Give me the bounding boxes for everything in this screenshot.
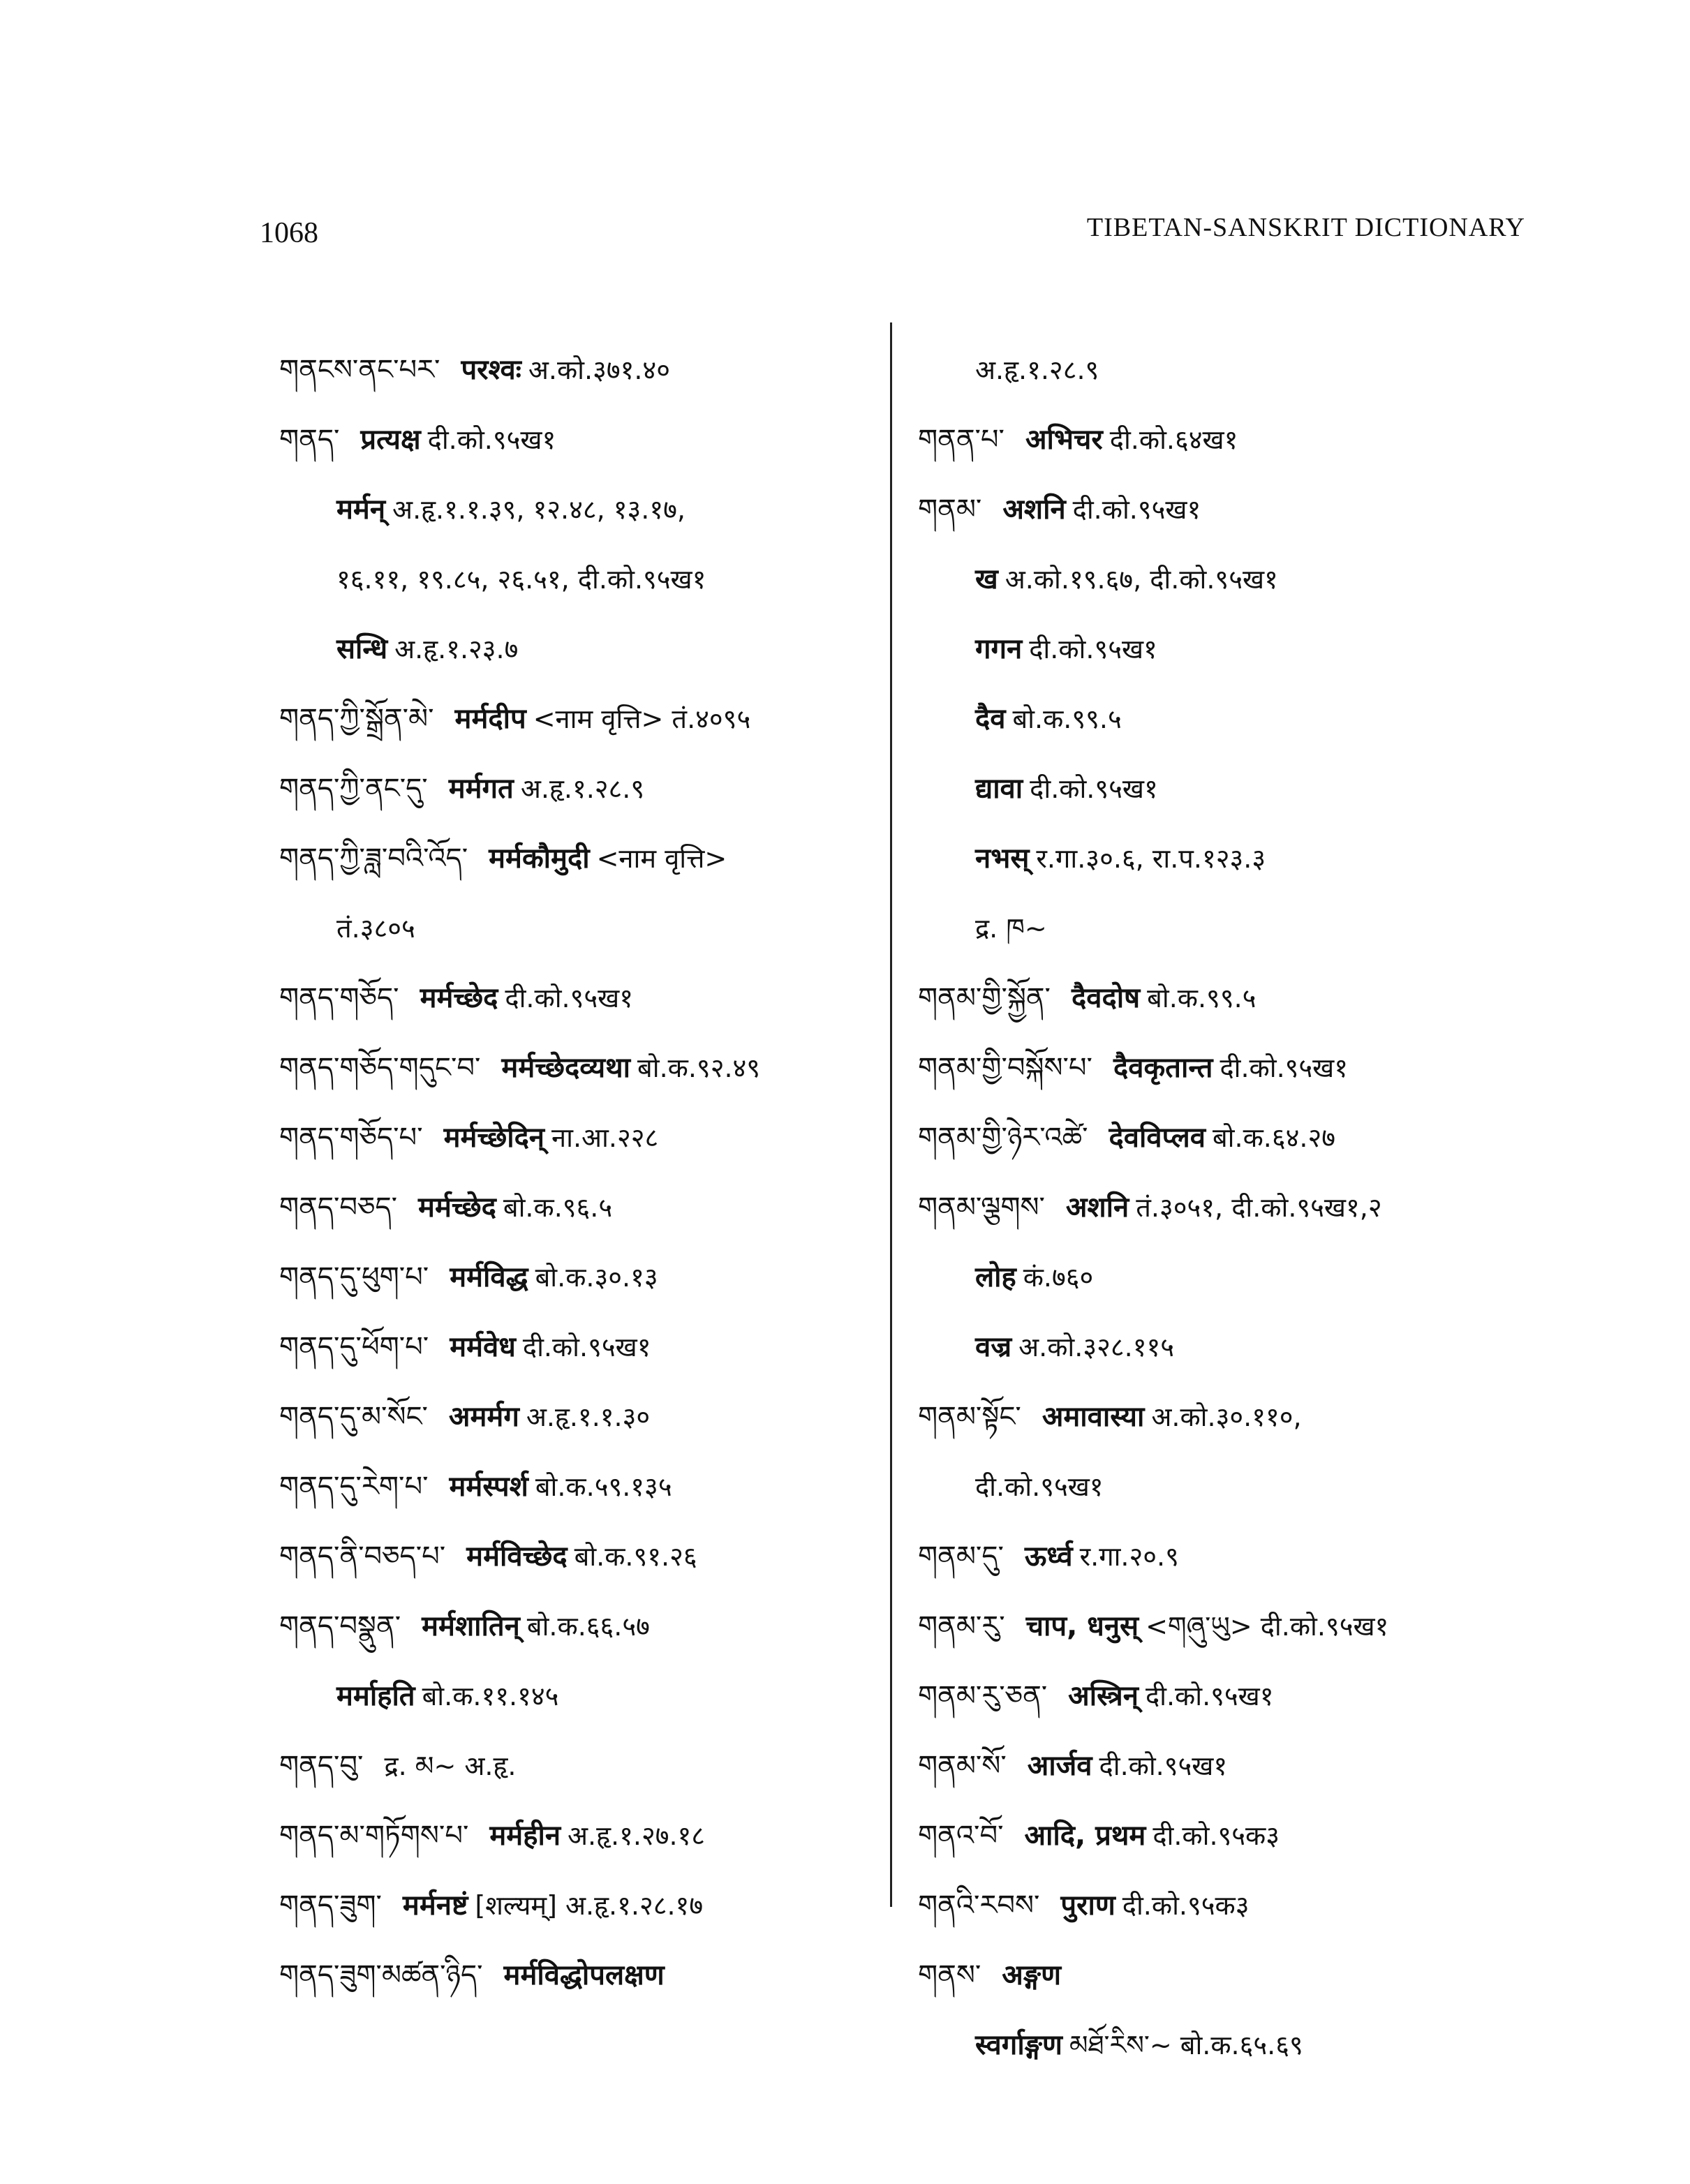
source-reference: दी.को.९५ख१ bbox=[1145, 1681, 1274, 1711]
tibetan-headword: གནམ་སྟོང་ bbox=[918, 1401, 1021, 1433]
tibetan-headword: གནད་ནི་བཅད་པ་ bbox=[279, 1540, 446, 1573]
dictionary-entry bbox=[918, 1033, 1546, 1103]
sanskrit-equivalent: मर्मगत bbox=[448, 773, 514, 805]
tibetan-headword: གནད་དུ་མ་སོང་ bbox=[279, 1401, 428, 1433]
source-reference: बो.क.९९.५ bbox=[1012, 704, 1122, 734]
source-reference: बो.क.६६.५७ bbox=[526, 1611, 650, 1642]
left-column bbox=[279, 335, 880, 2010]
tibetan-headword: གནམ་སོ་ bbox=[918, 1750, 1007, 1782]
sanskrit-equivalent: मर्मवेध bbox=[450, 1331, 516, 1363]
sanskrit-equivalent: ख bbox=[975, 563, 998, 595]
source-reference: बो.क.११.१४५ bbox=[422, 1681, 559, 1711]
dictionary-entry bbox=[918, 684, 1546, 754]
tibetan-headword: གནམ་རུ་ bbox=[918, 1610, 1005, 1642]
sanskrit-equivalent: मर्मच्छेदव्यथा bbox=[501, 1052, 631, 1084]
dictionary-entry bbox=[918, 335, 1546, 405]
sanskrit-equivalent: पुराण bbox=[1060, 1889, 1115, 1922]
dictionary-entry bbox=[279, 405, 880, 475]
sanskrit-equivalent: मर्मविद्ध bbox=[450, 1261, 528, 1293]
source-reference: अ.हृ.१.१.३९, १२.४८, १३.१७, bbox=[392, 494, 685, 525]
tibetan-headword: གནད་གཅོད་པ་ bbox=[279, 1122, 423, 1154]
dictionary-entry bbox=[279, 1940, 880, 2010]
source-reference: अ.को.३०.११०, bbox=[1151, 1402, 1302, 1432]
sanskrit-equivalent: अमावास्या bbox=[1042, 1401, 1145, 1433]
source-reference: अ.हृ.१.२८.९ bbox=[520, 773, 645, 804]
sanskrit-equivalent: स्वर्गाङ्गण bbox=[975, 2029, 1062, 2061]
dictionary-entry bbox=[279, 1242, 880, 1312]
sanskrit-equivalent: मर्मदीप bbox=[454, 703, 526, 735]
dictionary-entry bbox=[918, 963, 1546, 1033]
dictionary-entry bbox=[918, 1940, 1546, 2010]
source-reference: [शल्यम्] अ.हृ.१.२८.१७ bbox=[475, 1890, 704, 1921]
dictionary-entry bbox=[918, 1522, 1546, 1591]
dictionary-entry bbox=[279, 824, 880, 893]
source-reference: र.गा.३०.६, रा.प.१२३.३ bbox=[1036, 843, 1266, 874]
tibetan-headword: གནམ་གྱི་བསྐོས་པ་ bbox=[918, 1052, 1092, 1084]
sanskrit-equivalent: लोह bbox=[975, 1261, 1016, 1293]
dictionary-entry bbox=[918, 1801, 1546, 1871]
tibetan-headword: གནས་ bbox=[918, 1959, 981, 1991]
source-reference: अ.को.१९.६७, दी.को.९५ख१ bbox=[1005, 564, 1278, 595]
sanskrit-equivalent: द्यावा bbox=[975, 773, 1023, 805]
dictionary-entry bbox=[279, 684, 880, 754]
dictionary-entry bbox=[279, 1312, 880, 1382]
tibetan-headword: གནད་མ་གཏོགས་པ་ bbox=[279, 1820, 469, 1852]
running-head: TIBETAN-SANSKRIT DICTIONARY bbox=[1086, 213, 1525, 242]
sanskrit-equivalent: मर्मशातिन् bbox=[422, 1610, 520, 1642]
sanskrit-equivalent: मर्मन् bbox=[336, 493, 386, 526]
tibetan-headword: གནའི་རབས་ bbox=[918, 1889, 1040, 1922]
source-reference: तं.३८०५ bbox=[336, 913, 415, 944]
source-reference: बो.क.९९.५ bbox=[1147, 983, 1257, 1013]
tibetan-headword: གནད་གཅོད་ bbox=[279, 982, 399, 1014]
dictionary-entry bbox=[279, 544, 880, 614]
source-reference: दी.को.९५ख१ bbox=[1029, 634, 1157, 664]
sanskrit-equivalent: नभस् bbox=[975, 842, 1030, 875]
sanskrit-equivalent: चाप, धनुस् bbox=[1025, 1610, 1139, 1642]
dictionary-entry bbox=[279, 963, 880, 1033]
sanskrit-equivalent: मर्मच्छेद bbox=[420, 982, 498, 1014]
sanskrit-equivalent: अमर्मग bbox=[448, 1401, 519, 1433]
sanskrit-equivalent: गगन bbox=[975, 633, 1023, 665]
sanskrit-equivalent: अस्त्रिन् bbox=[1068, 1680, 1139, 1712]
tibetan-headword: གནད་དུ་ཕོག་པ་ bbox=[279, 1331, 429, 1363]
sanskrit-equivalent: दैवदोष bbox=[1071, 982, 1141, 1014]
sanskrit-equivalent: मर्मस्पर्श bbox=[449, 1471, 528, 1503]
tibetan-headword: གནའ་བོ་ bbox=[918, 1820, 1004, 1852]
dictionary-entry bbox=[279, 1801, 880, 1871]
dictionary-entry bbox=[279, 1522, 880, 1591]
dictionary-entry bbox=[279, 1591, 880, 1661]
source-reference: बो.क.९६.५ bbox=[503, 1192, 613, 1223]
sanskrit-equivalent: मर्मकौमुदी bbox=[489, 842, 590, 875]
source-reference: अ.हृ.१.२८.९ bbox=[975, 355, 1099, 385]
dictionary-entry bbox=[918, 1103, 1546, 1173]
sanskrit-equivalent: मर्महीन bbox=[489, 1820, 561, 1852]
sanskrit-equivalent: दैवकृतान्त bbox=[1113, 1052, 1213, 1084]
source-reference: अ.को.३२८.११५ bbox=[1018, 1332, 1174, 1362]
sanskrit-equivalent: दैव bbox=[975, 703, 1006, 735]
dictionary-entry bbox=[279, 1661, 880, 1731]
dictionary-entry bbox=[279, 754, 880, 824]
dictionary-entry bbox=[279, 1452, 880, 1522]
tibetan-headword: གནད་བཅད་ bbox=[279, 1191, 398, 1224]
tibetan-headword: གནམ་གྱི་སྐྱོན་ bbox=[918, 982, 1051, 1014]
sanskrit-equivalent: सन्धि bbox=[336, 633, 388, 665]
source-reference: दी.को.९५क३ bbox=[1122, 1890, 1250, 1921]
tibetan-headword: གནམ་དུ་ bbox=[918, 1540, 1004, 1573]
source-reference: མཐོ་རིས་~ बो.क.६५.६९ bbox=[1069, 2030, 1303, 2060]
sanskrit-equivalent: अङ्गण bbox=[1002, 1959, 1062, 1991]
dictionary-entry bbox=[918, 1382, 1546, 1452]
source-reference: दी.को.९५ख१ bbox=[1220, 1053, 1349, 1083]
tibetan-headword: གནད་ཀྱི་ནང་དུ་ bbox=[279, 773, 428, 805]
sanskrit-equivalent: आदि, प्रथम bbox=[1024, 1820, 1146, 1852]
dictionary-entry bbox=[279, 1871, 880, 1940]
sanskrit-equivalent: देवविप्लव bbox=[1109, 1122, 1206, 1154]
dictionary-entry bbox=[279, 1731, 880, 1801]
sanskrit-equivalent: परश्वः bbox=[461, 354, 521, 386]
tibetan-headword: གནད་ཟུག་མཚན་ཉིད་ bbox=[279, 1959, 483, 1991]
sanskrit-equivalent: आर्जव bbox=[1027, 1750, 1092, 1782]
tibetan-headword: གནད་གཅོད་གདུང་བ་ bbox=[279, 1052, 481, 1084]
dictionary-entry bbox=[918, 1173, 1546, 1242]
dictionary-entry bbox=[279, 335, 880, 405]
source-reference: बो.क.३०.१३ bbox=[535, 1262, 658, 1293]
sanskrit-equivalent: मर्मविच्छेद bbox=[466, 1540, 568, 1573]
dictionary-entry bbox=[918, 475, 1546, 544]
source-reference: <གཞུ་ཡུ> दी.को.९५ख१ bbox=[1146, 1611, 1389, 1642]
sanskrit-equivalent: मर्माहति bbox=[336, 1680, 415, 1712]
dictionary-entry bbox=[918, 824, 1546, 893]
right-column bbox=[918, 335, 1546, 2080]
dictionary-entry bbox=[279, 614, 880, 684]
source-reference: अ.हृ.१.२३.७ bbox=[394, 634, 519, 664]
source-reference: <नाम वृत्ति> bbox=[596, 843, 727, 874]
sanskrit-equivalent: अशनि bbox=[1002, 493, 1066, 526]
tibetan-headword: གནམ་ bbox=[918, 493, 982, 526]
source-reference: दी.को.९५ख१ bbox=[427, 424, 556, 455]
tibetan-headword: གནམ་ལྕགས་ bbox=[918, 1191, 1045, 1224]
source-reference: दी.को.९५ख१ bbox=[522, 1332, 651, 1362]
dictionary-entry bbox=[918, 2010, 1546, 2080]
dictionary-entry bbox=[918, 754, 1546, 824]
source-reference: बो.क.५९.१३५ bbox=[535, 1471, 672, 1502]
dictionary-entry bbox=[918, 1871, 1546, 1940]
sanskrit-equivalent: वज्र bbox=[975, 1331, 1012, 1363]
tibetan-headword: གནམ་གྱི་ཉེར་འཚེ་ bbox=[918, 1122, 1088, 1154]
dictionary-entry bbox=[279, 1173, 880, 1242]
source-reference: दी.को.९५क३ bbox=[1152, 1820, 1280, 1851]
sanskrit-equivalent: प्रत्यक्ष bbox=[360, 424, 421, 456]
dictionary-entry bbox=[918, 1312, 1546, 1382]
source-reference: दी.को.९५ख१ bbox=[505, 983, 633, 1013]
source-reference: <नाम वृत्ति> तं.४०९५ bbox=[533, 704, 751, 734]
sanskrit-equivalent: ऊर्ध्व bbox=[1024, 1540, 1073, 1573]
tibetan-headword: གནད་ bbox=[279, 424, 340, 456]
dictionary-entry bbox=[918, 1242, 1546, 1312]
dictionary-entry bbox=[279, 475, 880, 544]
source-reference: दी.को.९५ख१ bbox=[1072, 494, 1201, 525]
tibetan-headword: གནད་བུ་ bbox=[279, 1750, 364, 1782]
source-reference: बो.क.६४.२७ bbox=[1212, 1122, 1335, 1153]
tibetan-headword: གནམ་རུ་ཅན་ bbox=[918, 1680, 1048, 1712]
dictionary-entry bbox=[279, 893, 880, 963]
sanskrit-equivalent: अभिचर bbox=[1025, 424, 1103, 456]
source-reference: दी.को.९५ख१ bbox=[1099, 1751, 1228, 1781]
source-reference: दी.को.९५ख१ bbox=[975, 1471, 1104, 1502]
source-reference: तं.३०५१, दी.को.९५ख१,२ bbox=[1136, 1192, 1382, 1223]
dictionary-entry bbox=[918, 1452, 1546, 1522]
sanskrit-equivalent: मर्मच्छेदिन् bbox=[443, 1122, 545, 1154]
tibetan-headword: གནངས་ནང་པར་ bbox=[279, 354, 440, 386]
tibetan-headword: གནད་ཟུག་ bbox=[279, 1889, 382, 1922]
source-reference: १६.११, १९.८५, २६.५१, दी.को.९५ख१ bbox=[336, 564, 706, 595]
tibetan-headword: གནད་དུ་ཕུག་པ་ bbox=[279, 1261, 429, 1293]
source-reference: ना.आ.२२८ bbox=[551, 1122, 659, 1153]
dictionary-entry bbox=[918, 1731, 1546, 1801]
source-reference: कं.७६० bbox=[1023, 1262, 1094, 1293]
dictionary-entry bbox=[279, 1103, 880, 1173]
source-reference: अ.हृ.१.२७.१८ bbox=[568, 1820, 706, 1851]
dictionary-entry bbox=[918, 893, 1546, 963]
sanskrit-equivalent: अशनि bbox=[1065, 1191, 1129, 1224]
tibetan-headword: གནན་པ་ bbox=[918, 424, 1005, 456]
tibetan-headword: གནད་ཀྱི་ཟླ་བའི་འོད་ bbox=[279, 842, 468, 875]
sanskrit-equivalent: मर्मच्छेद bbox=[418, 1191, 496, 1224]
source-reference: द्र. ཁ~ bbox=[975, 913, 1047, 944]
dictionary-entry bbox=[918, 614, 1546, 684]
dictionary-entry bbox=[918, 544, 1546, 614]
tibetan-headword: གནད་ཀྱི་སྒྲོན་མེ་ bbox=[279, 703, 434, 735]
dictionary-entry bbox=[918, 1661, 1546, 1731]
source-reference: बो.क.९२.४९ bbox=[637, 1053, 761, 1083]
sanskrit-equivalent: मर्मविद्धोपलक्षण bbox=[503, 1959, 665, 1991]
source-reference: बो.क.९१.२६ bbox=[574, 1541, 697, 1572]
dictionary-entry bbox=[918, 1591, 1546, 1661]
sanskrit-equivalent: मर्मनष्टं bbox=[402, 1889, 468, 1922]
source-reference: अ.को.३७१.४० bbox=[528, 355, 670, 385]
source-reference: दी.को.९५ख१ bbox=[1030, 773, 1158, 804]
page-number: 1068 bbox=[260, 217, 318, 249]
source-reference: र.गा.२०.९ bbox=[1079, 1541, 1179, 1572]
column-divider bbox=[890, 322, 892, 1907]
tibetan-headword: གནད་དུ་རེག་པ་ bbox=[279, 1471, 429, 1503]
tibetan-headword: གནད་བསྣུན་ bbox=[279, 1610, 401, 1642]
dictionary-entry bbox=[279, 1033, 880, 1103]
source-reference: अ.हृ.१.१.३० bbox=[526, 1402, 651, 1432]
dictionary-entry bbox=[279, 1382, 880, 1452]
source-reference: दी.को.६४ख१ bbox=[1109, 424, 1238, 455]
dictionary-entry bbox=[918, 405, 1546, 475]
source-reference: द्र. མ~ अ.हृ. bbox=[384, 1751, 517, 1781]
